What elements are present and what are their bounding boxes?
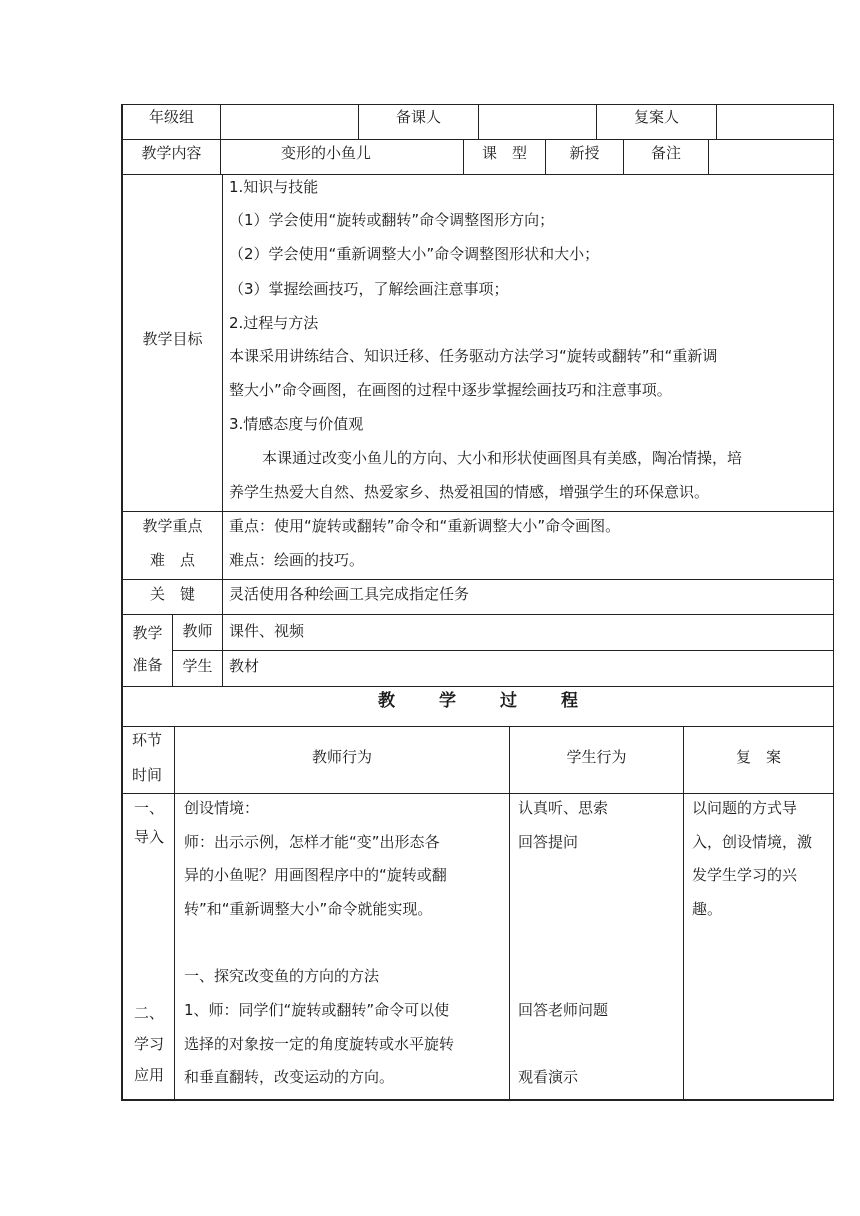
row-divider (121, 793, 834, 794)
grade-group-label: 年级组 (148, 108, 194, 126)
stage-2-name: 学习 (134, 1035, 165, 1053)
objective-line: （3）掌握绘画技巧，了解绘画注意事项； (229, 280, 509, 298)
stage-header: 环节 (132, 731, 163, 749)
row-divider (121, 174, 834, 175)
objective-line: 1.知识与技能 (229, 178, 319, 196)
objective-line: （2）学会使用“重新调整大小”命令调整图形状和大小； (229, 245, 600, 263)
key-points-label: 教学重点 (142, 517, 203, 535)
teacher-behavior-line: 一、探究改变鱼的方向的方法 (184, 967, 380, 985)
student-behavior-line: 回答老师问题 (518, 1001, 609, 1019)
teacher-behavior-line: 和垂直翻转，改变运动的方向。 (184, 1068, 395, 1086)
objective-line: 养学生热爱大自然、热爱家乡、热爱祖国的情感，增强学生的环保意识。 (229, 483, 710, 501)
objectives-label: 教学目标 (142, 330, 203, 348)
content-value: 变形的小鱼儿 (280, 144, 371, 162)
stage-2-name: 应用 (134, 1066, 165, 1084)
table-border-bottom (121, 1099, 834, 1101)
student-behavior-header: 学生行为 (566, 748, 627, 766)
col-divider (174, 726, 175, 1100)
col-divider (222, 174, 223, 615)
student-prep-label: 学生 (182, 657, 213, 675)
row-divider (172, 650, 834, 651)
student-prep-value: 教材 (229, 657, 260, 675)
lesson-type-label: 课 型 (481, 144, 527, 162)
difficulty-label: 难 点 (149, 551, 195, 569)
row-divider (121, 579, 834, 580)
col-divider (683, 726, 684, 1100)
objective-line: 本课通过改变小鱼儿的方向、大小和形状使画图具有美感，陶冶情操，培 (262, 449, 743, 467)
preparation-label: 准备 (132, 656, 163, 674)
col-divider (509, 726, 510, 1100)
difficulty-text: 难点：绘画的技巧。 (229, 551, 365, 569)
review-line: 以问题的方式导 (692, 799, 798, 817)
teacher-behavior-line: 1、师：同学们“旋转或翻转”命令可以使 (184, 1001, 450, 1019)
row-divider (121, 726, 834, 727)
table-border-right (833, 104, 834, 1101)
row-divider (121, 614, 834, 615)
col-divider (220, 104, 221, 140)
preparation-label: 教学 (132, 624, 163, 642)
objective-line: 整大小”命令画图，在画图的过程中逐步掌握绘画技巧和注意事项。 (229, 381, 672, 399)
notes-label: 备注 (650, 144, 681, 162)
review-header: 复 案 (735, 748, 781, 766)
objective-line: （1）学会使用“旋转或翻转”命令调整图形方向； (229, 211, 555, 229)
review-line: 发学生学习的兴 (692, 866, 798, 884)
review-line: 趣。 (692, 900, 723, 918)
row-divider (121, 686, 834, 687)
teacher-behavior-line: 选择的对象按一定的角度旋转或水平旋转 (184, 1035, 455, 1053)
objective-line: 本课采用讲练结合、知识迁移、任务驱动方法学习“旋转或翻转”和“重新调 (229, 347, 718, 365)
teacher-prep-label: 教师 (182, 622, 213, 640)
teacher-behavior-header: 教师行为 (311, 748, 372, 766)
row-divider (121, 511, 834, 512)
time-header: 时间 (132, 766, 163, 784)
stage-1-name: 导入 (134, 828, 165, 846)
student-behavior-line: 观看演示 (518, 1068, 579, 1086)
review-line: 入，创设情境，激 (692, 833, 813, 851)
teacher-behavior-line: 师：出示示例，怎样才能“变”出形态各 (184, 833, 440, 851)
key-label: 关 键 (149, 585, 195, 603)
student-behavior-line: 认真听、思索 (518, 799, 609, 817)
teacher-behavior-line: 转”和“重新调整大小”命令就能实现。 (184, 900, 433, 918)
teacher-behavior-line: 创设情境： (184, 799, 260, 817)
key-value: 灵活使用各种绘画工具完成指定任务 (229, 585, 470, 603)
preparer-label: 备课人 (395, 108, 441, 126)
col-divider (708, 139, 709, 175)
lesson-type-value: 新授 (569, 144, 600, 162)
col-divider (222, 614, 223, 687)
focus-text: 重点：使用“旋转或翻转”命令和“重新调整大小”命令画图。 (229, 517, 621, 535)
teacher-prep-value: 课件、视频 (229, 622, 305, 640)
content-label: 教学内容 (141, 144, 202, 162)
objective-line: 3.情感态度与价值观 (229, 415, 364, 433)
col-divider (716, 104, 717, 140)
reviewer-label: 复案人 (633, 108, 679, 126)
stage-1-number: 一、 (134, 799, 165, 817)
col-divider (478, 104, 479, 140)
objective-line: 2.过程与方法 (229, 314, 319, 332)
student-behavior-line: 回答提问 (518, 833, 579, 851)
process-title: 教学过程 (378, 691, 622, 711)
stage-2-number: 二、 (134, 1004, 165, 1022)
teacher-behavior-line: 异的小鱼呢？用画图程序中的“旋转或翻 (184, 866, 447, 884)
